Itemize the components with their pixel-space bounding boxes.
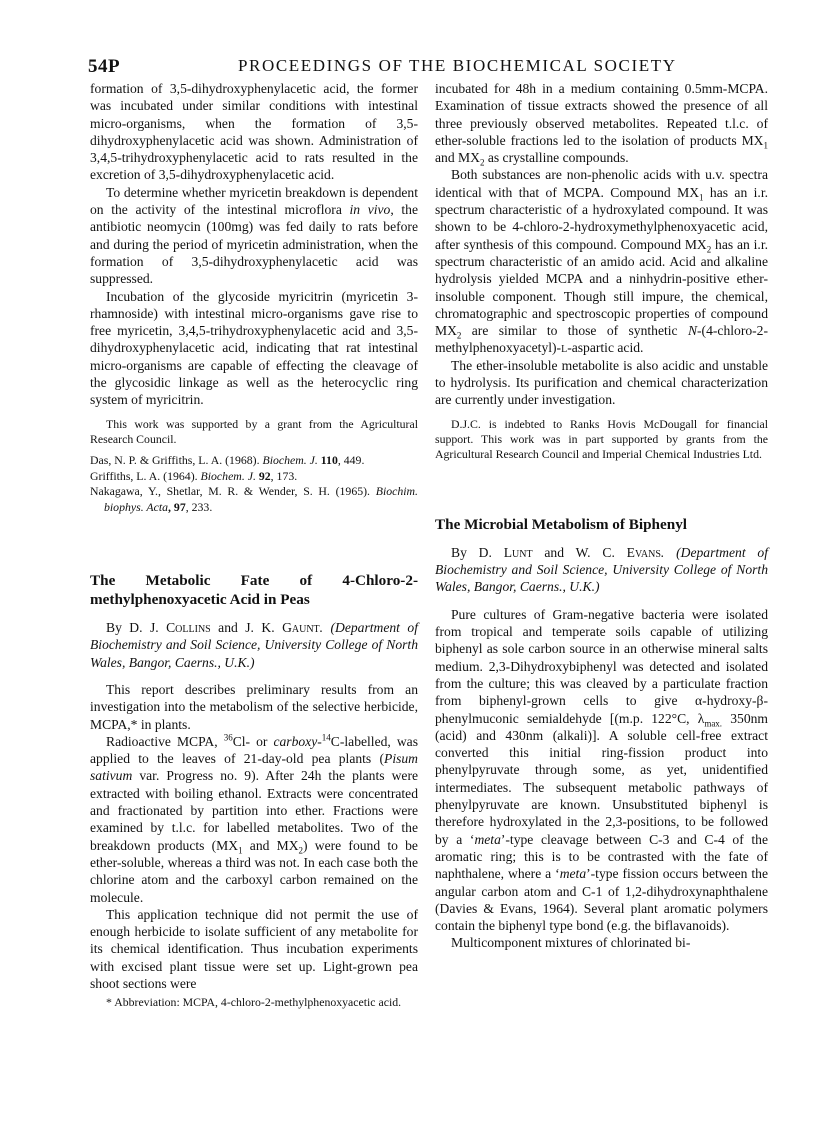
footnote: * Abbreviation: MCPA, 4-chloro-2-methylphenoxyacetic acid. <box>106 995 402 1010</box>
paragraph: Both substances are non-phenolic acids with u.v. spectra identical with that of MCPA. Compound $MX_1$ has an i.r. spectrum characteristic of a hydroxylated compound. It was shown to be 4-chloro-2-hydroxymethylphenoxyacetic acid, after synthesis of this compound. Compound $MX_2$ has an i.r. spectrum characteristic of an amido acid. Acid and alkaline hydrolysis yielded MCPA and a ninhydrin-positive ether-insoluble component. Though still impure, the chemical, chromatographic and spectroscopic properties of compound $MX_2$ are similar to those of synthetic N-(4-chloro-2-methylphenoxyacetyl)-l-aspartic acid. <box>435 167 769 356</box>
paragraph: This application technique did not permit the use of enough herbicide to isolate sufficient of any metabolite for its chemical identification. Thus incubation experiments with excised plant tissue were set up. Light-grown pea shoot sections were <box>90 906 418 992</box>
article-title: The Microbial Metabolism of Biphenyl <box>435 515 688 533</box>
paragraph: Pure cultures of Gram-negative bacteria were isolated from tropical and temperate soils capable of utilizing biphenyl as sole carbon source in an otherwise mineral salts medium. 2,3-Dihydroxybiphenyl was detected and isolated from the culture; this was cleaved by a particulate fraction from biphenyl-grown cells to give α-hydroxy-β-phenylmuconic semialdehyde [(m.p. 122°C, $\lambda_{max.}$ 350nm (acid) and 430nm (alkali)]. A soluble cell-free extract converted this initial ring-fission product into phenylpyruvate through some, as yet, unidentified intermediates. The subsequent metabolic pathways of phenylpyruvate are known. Unsubstituted biphenyl is therefore hydroxylated in the 2,3-positions, to be followed by a ‘meta’-type cleavage between C-3 and C-4 of the aromatic ring; this is to be contrasted with the fate of naphthalene, where a ‘meta’-type fission occurs between the angular carbon atom and C-1 of 1,2-dihydroxynaphthalene (Davies & Evans, 1964). Several plant aromatic polymers contain the biphenyl type bond (e.g. the biflavanoids). <box>435 606 768 934</box>
paragraph: Multicomponent mixtures of chlorinated bi- <box>451 935 691 951</box>
paragraph: To determine whether myricetin breakdown is dependent on the activity of the intestinal microflora in vivo, the antibiotic neomycin (100mg) was fed daily to rats before and during the period of myricetin administration, when the formation of 3,5-dihydroxyphenylacetic acid was suppressed. <box>90 184 418 287</box>
paragraph: This report describes preliminary results from an investigation into the metabolism of the selective herbicide, MCPA,* in plants. <box>90 681 418 732</box>
byline: By D. J. Collins and J. K. Gaunt. (Department of Biochemistry and Soil Science, University College of North Wales, Bangor, Caerns., U.K.) <box>90 620 418 670</box>
paragraph: incubated for 48h in a medium containing 0.5mm-MCPA. Examination of tissue extracts showed the presence of all three previously observed metabolites. Repeated t.l.c. of ether-soluble fractions led to the isolation of products $MX_1$ and $MX_2$ as crystalline compounds. <box>435 81 768 168</box>
paragraph: Radioactive MCPA, $^{36}$Cl- or carboxy-$^{14}$C-labelled, was applied to the leaves of 21-day-old pea plants (Pisum sativum var. Progress no. 9). After 24h the plants were extracted with boiling ethanol. Extracts were concentrated and fractionated by partition into ether. Fractions were examined by t.l.c. for labelled metabolites. Two of the breakdown products ($MX_1$ and $MX_2$) were found to be ether-soluble, whereas a third was not. In each case both the chlorine atom and the carboxyl carbon remained on the molecule. <box>90 732 418 905</box>
paragraph: The ether-insoluble metabolite is also acidic and unstable to hydrolysis. Its purification and chemical characterization are currently under investigation. <box>435 357 768 408</box>
reference: Nakagawa, Y., Shetlar, M. R. & Wender, S. H. (1965). Biochim. biophys. Acta, 97, 233. <box>90 484 418 514</box>
reference: Das, N. P. & Griffiths, L. A. (1968). Biochem. J. 110, 449. <box>90 453 365 468</box>
page-header <box>88 56 724 82</box>
right-column <box>435 80 768 952</box>
page-number: 54P <box>88 56 121 77</box>
article-title: The Metabolic Fate of 4-Chloro-2-methylphenoxyacetic Acid in Peas <box>90 572 418 609</box>
paragraph: formation of 3,5-dihydroxyphenylacetic acid, the former was incubated under similar conditions with intestinal micro-organisms, when the formation of 3,5-dihydroxyphenylacetic acid was shown. Administration of 3,4,5-trihydroxyphenylacetic acid to rats resulted in the excretion of 3,5-dihydroxyphenylacetic acid. <box>90 81 418 183</box>
left-column <box>90 80 418 1011</box>
reference: Griffiths, L. A. (1964). Biochem. J. 92, 173. <box>90 468 298 483</box>
running-title: PROCEEDINGS OF THE BIOCHEMICAL SOCIETY <box>238 56 677 75</box>
acknowledgement: This work was supported by a grant from the Agricultural Research Council. <box>90 416 418 447</box>
paragraph: Incubation of the glycoside myricitrin (myricetin 3-rhamnoside) with intestinal micro-organisms gave rise to free myricetin, 3,4,5-trihydroxyphenylacetic acid and 3,5-dihydroxyphenylacetic acid, indicating that rat intestinal micro-organisms are capable of effecting the cleavage of the glycosidic linkage as well as the heterocyclic ring system of myricitrin. <box>90 288 418 408</box>
byline: By D. Lunt and W. C. Evans. (Department of Biochemistry and Soil Science, University College of North Wales, Bangor, Caerns., U.K.) <box>435 544 768 595</box>
acknowledgement: D.J.C. is indebted to Ranks Hovis McDougall for financial support. This work was in part supported by grants from the Agricultural Research Council and Imperial Chemical Industries Ltd. <box>435 416 768 462</box>
